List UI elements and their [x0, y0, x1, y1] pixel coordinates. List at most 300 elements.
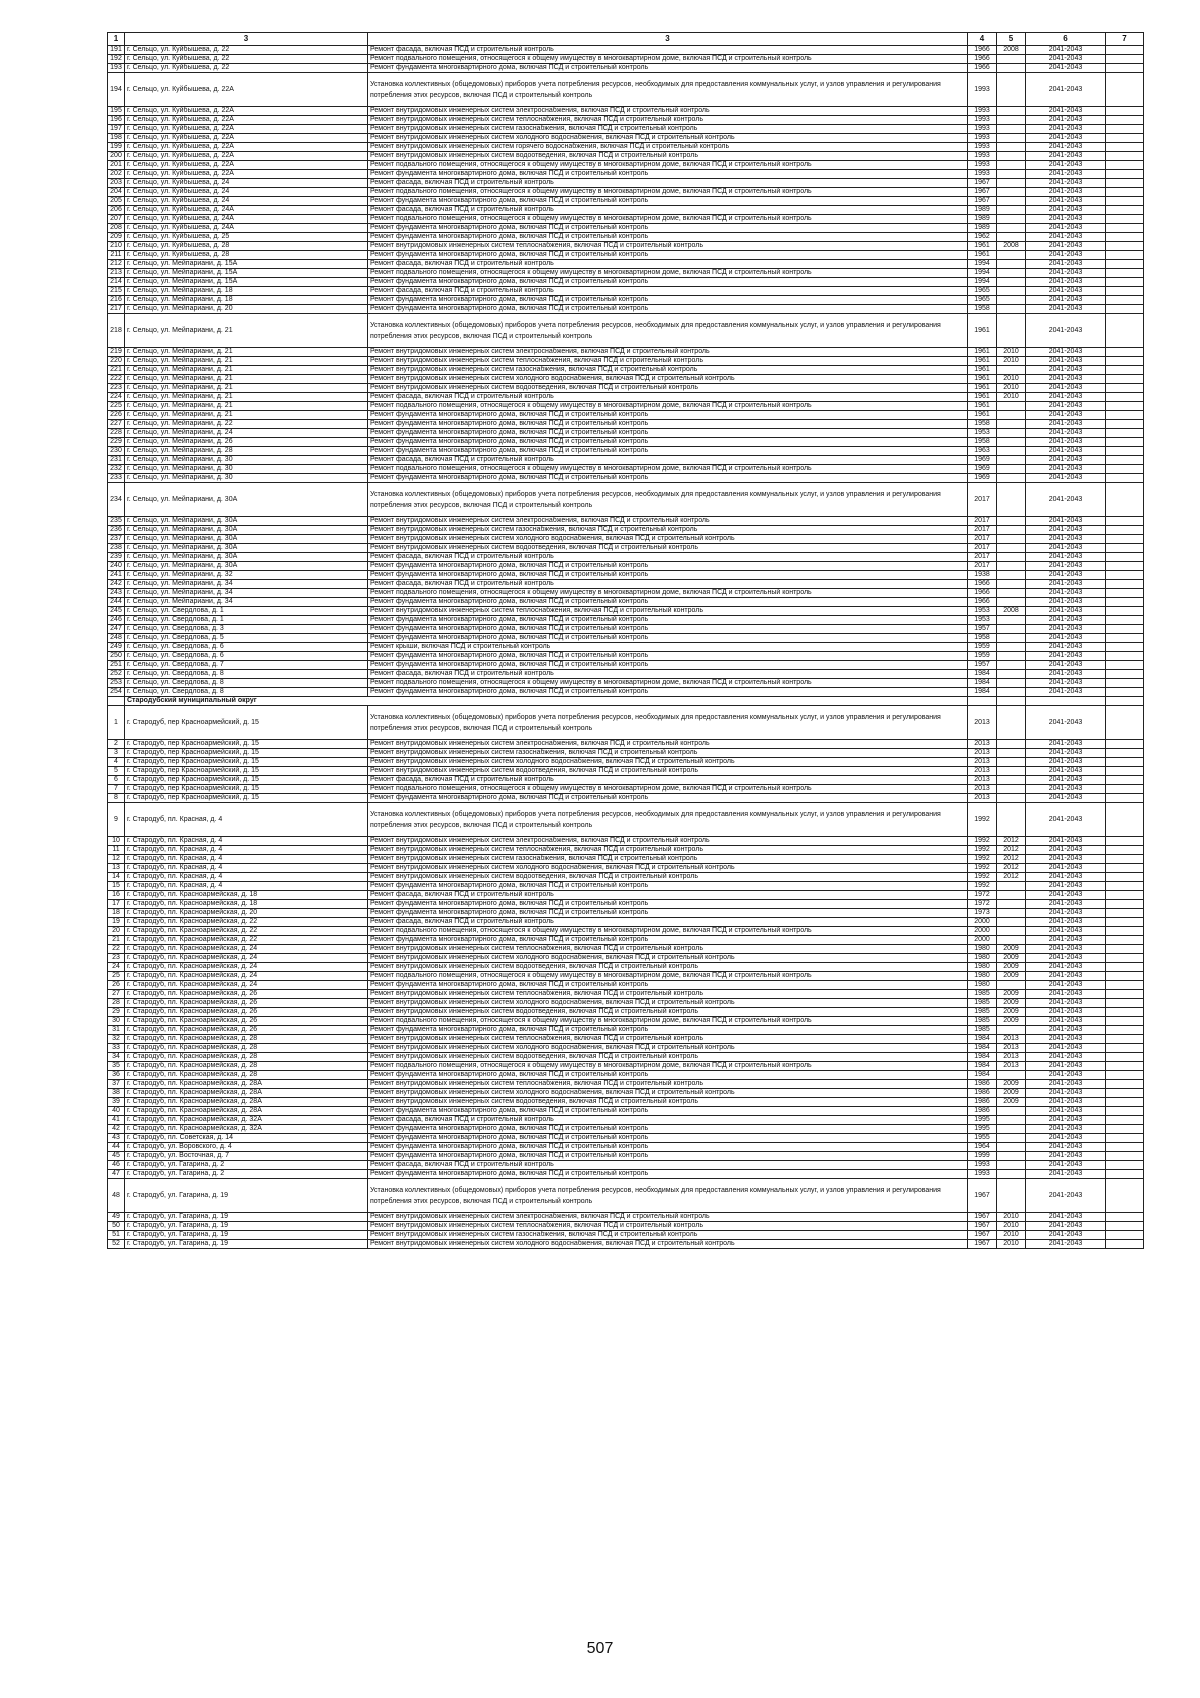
work-type-cell: Ремонт фундамента многоквартирного дома, включая ПСД и строительный контроль	[368, 1152, 968, 1161]
table-row	[108, 1044, 1144, 1053]
address-cell: г. Стародуб, пл. Красноармейская, д. 22	[125, 936, 368, 945]
header-cell: 3	[368, 33, 968, 46]
planned-period-cell: 2041-2043	[1026, 855, 1106, 864]
row-number: 243	[108, 589, 125, 598]
work-type-cell: Ремонт подвального помещения, относящегося к общему имуществу в многоквартирном доме, включая ПСД и строительный контроль	[368, 589, 968, 598]
empty-cell	[1106, 785, 1144, 794]
work-type-cell: Установка коллективных (общедомовых) приборов учета потребления ресурсов, необходимых для предоставления коммунальных услуг, и узлов управления и регулирования потребления этих ресурсов, включая ПСД и строительный контроль	[368, 73, 968, 107]
address-cell: г. Стародуб, пл. Красноармейская, д. 24	[125, 972, 368, 981]
year-built-cell: 2017	[968, 535, 997, 544]
empty-cell	[1106, 420, 1144, 429]
work-type-cell: Ремонт подвального помещения, относящегося к общему имуществу в многоквартирном доме, включая ПСД и строительный контроль	[368, 1062, 968, 1071]
empty-cell	[1106, 1134, 1144, 1143]
table-row	[108, 64, 1144, 73]
work-type-cell: Ремонт внутридомовых инженерных систем холодного водоснабжения, включая ПСД и строительный контроль	[368, 535, 968, 544]
planned-period-cell: 2041-2043	[1026, 758, 1106, 767]
row-number: 37	[108, 1080, 125, 1089]
table-row	[108, 936, 1144, 945]
table-row	[108, 384, 1144, 393]
address-cell: г. Сельцо, ул. Мейпариани, д. 18	[125, 287, 368, 296]
last-repair-year-cell	[997, 170, 1026, 179]
address-cell: г. Стародуб, пер Красноармейский, д. 15	[125, 794, 368, 803]
work-type-cell: Ремонт фундамента многоквартирного дома, включая ПСД и строительный контроль	[368, 571, 968, 580]
table-row	[108, 483, 1144, 517]
table-row	[108, 1161, 1144, 1170]
planned-period-cell: 2041-2043	[1026, 224, 1106, 233]
year-built-cell: 1992	[968, 873, 997, 882]
empty-cell	[1106, 188, 1144, 197]
last-repair-year-cell: 2008	[997, 607, 1026, 616]
address-cell: г. Сельцо, ул. Куйбышева, д. 22А	[125, 134, 368, 143]
planned-period-cell: 2041-2043	[1026, 891, 1106, 900]
year-built-cell: 1993	[968, 107, 997, 116]
address-cell: г. Сельцо, ул. Мейпариани, д. 30А	[125, 483, 368, 517]
last-repair-year-cell: 2009	[997, 1089, 1026, 1098]
work-type-cell: Ремонт фундамента многоквартирного дома, включая ПСД и строительный контроль	[368, 1026, 968, 1035]
year-built-cell: 1989	[968, 224, 997, 233]
work-type-cell: Ремонт фундамента многоквартирного дома, включая ПСД и строительный контроль	[368, 882, 968, 891]
work-type-cell: Ремонт внутридомовых инженерных систем теплоснабжения, включая ПСД и строительный контроль	[368, 1080, 968, 1089]
work-type-cell: Ремонт внутридомовых инженерных систем электроснабжения, включая ПСД и строительный контроль	[368, 740, 968, 749]
planned-period-cell: 2041-2043	[1026, 589, 1106, 598]
work-type-cell: Ремонт фундамента многоквартирного дома, включая ПСД и строительный контроль	[368, 794, 968, 803]
empty-cell	[1106, 918, 1144, 927]
header-row	[108, 33, 1144, 46]
year-built-cell: 1953	[968, 616, 997, 625]
year-built-cell: 1992	[968, 803, 997, 837]
year-built-cell: 1984	[968, 1071, 997, 1080]
year-built-cell: 1984	[968, 688, 997, 697]
year-built-cell: 1969	[968, 456, 997, 465]
empty-cell	[1106, 456, 1144, 465]
year-built-cell: 2017	[968, 562, 997, 571]
last-repair-year-cell	[997, 1107, 1026, 1116]
table-body	[108, 33, 1144, 1249]
year-built-cell: 1995	[968, 1125, 997, 1134]
last-repair-year-cell	[997, 803, 1026, 837]
work-type-cell: Ремонт подвального помещения, относящегося к общему имуществу в многоквартирном доме, включая ПСД и строительный контроль	[368, 161, 968, 170]
work-type-cell: Ремонт фундамента многоквартирного дома, включая ПСД и строительный контроль	[368, 616, 968, 625]
last-repair-year-cell	[997, 134, 1026, 143]
year-built-cell: 1967	[968, 197, 997, 206]
year-built-cell: 1966	[968, 64, 997, 73]
table-row	[108, 134, 1144, 143]
address-cell: г. Сельцо, ул. Мейпариани, д. 18	[125, 296, 368, 305]
planned-period-cell: 2041-2043	[1026, 776, 1106, 785]
year-built-cell: 1980	[968, 963, 997, 972]
year-built-cell: 1969	[968, 474, 997, 483]
year-built-cell: 1993	[968, 143, 997, 152]
planned-period-cell: 2041-2043	[1026, 402, 1106, 411]
row-number: 15	[108, 882, 125, 891]
empty-cell	[1106, 215, 1144, 224]
address-cell: г. Стародуб, ул. Гагарина, д. 2	[125, 1170, 368, 1179]
row-number: 9	[108, 803, 125, 837]
last-repair-year-cell	[997, 296, 1026, 305]
address-cell: г. Сельцо, ул. Мейпариани, д. 21	[125, 366, 368, 375]
year-built-cell: 1967	[968, 188, 997, 197]
planned-period-cell: 2041-2043	[1026, 625, 1106, 634]
work-type-cell: Ремонт внутридомовых инженерных систем холодного водоснабжения, включая ПСД и строительный контроль	[368, 1240, 968, 1249]
table-row	[108, 73, 1144, 107]
capital-repair-table	[107, 32, 1144, 1249]
empty-cell	[1106, 402, 1144, 411]
address-cell: г. Сельцо, ул. Мейпариани, д. 21	[125, 393, 368, 402]
table-row	[108, 152, 1144, 161]
last-repair-year-cell	[997, 1071, 1026, 1080]
planned-period-cell: 2041-2043	[1026, 305, 1106, 314]
work-type-cell: Ремонт фасада, включая ПСД и строительный контроль	[368, 891, 968, 900]
row-number: 18	[108, 909, 125, 918]
year-built-cell: 1989	[968, 206, 997, 215]
planned-period-cell: 2041-2043	[1026, 134, 1106, 143]
address-cell: г. Сельцо, ул. Мейпариани, д. 21	[125, 314, 368, 348]
work-type-cell: Ремонт фундамента многоквартирного дома, включая ПСД и строительный контроль	[368, 936, 968, 945]
work-type-cell: Ремонт подвального помещения, относящегося к общему имуществу в многоквартирном доме, включая ПСД и строительный контроль	[368, 1017, 968, 1026]
last-repair-year-cell	[997, 224, 1026, 233]
address-cell: г. Стародуб, пл. Красноармейская, д. 28	[125, 1044, 368, 1053]
last-repair-year-cell: 2008	[997, 242, 1026, 251]
row-number: 239	[108, 553, 125, 562]
work-type-cell: Ремонт фундамента многоквартирного дома, включая ПСД и строительный контроль	[368, 420, 968, 429]
year-built-cell: 1992	[968, 864, 997, 873]
table-row	[108, 1116, 1144, 1125]
last-repair-year-cell	[997, 179, 1026, 188]
work-type-cell: Ремонт фундамента многоквартирного дома, включая ПСД и строительный контроль	[368, 411, 968, 420]
table-row	[108, 242, 1144, 251]
year-built-cell: 1961	[968, 357, 997, 366]
row-number: 199	[108, 143, 125, 152]
empty-cell	[1106, 242, 1144, 251]
address-cell: г. Стародуб, пл. Красноармейская, д. 28А	[125, 1107, 368, 1116]
work-type-cell: Ремонт внутридомовых инженерных систем газоснабжения, включая ПСД и строительный контроль	[368, 366, 968, 375]
row-number: 233	[108, 474, 125, 483]
table-row	[108, 882, 1144, 891]
work-type-cell: Ремонт фасада, включая ПСД и строительный контроль	[368, 776, 968, 785]
empty-cell	[1106, 1044, 1144, 1053]
planned-period-cell: 2041-2043	[1026, 652, 1106, 661]
empty-cell	[1106, 1008, 1144, 1017]
row-number: 208	[108, 224, 125, 233]
planned-period-cell: 2041-2043	[1026, 553, 1106, 562]
planned-period-cell: 2041-2043	[1026, 740, 1106, 749]
table-row	[108, 580, 1144, 589]
work-type-cell: Ремонт фундамента многоквартирного дома, включая ПСД и строительный контроль	[368, 251, 968, 260]
year-built-cell: 1963	[968, 447, 997, 456]
address-cell: г. Сельцо, ул. Куйбышева, д. 22	[125, 46, 368, 55]
table-row	[108, 616, 1144, 625]
work-type-cell: Ремонт фасада, включая ПСД и строительный контроль	[368, 580, 968, 589]
planned-period-cell: 2041-2043	[1026, 242, 1106, 251]
empty-cell	[1106, 1116, 1144, 1125]
row-number: 211	[108, 251, 125, 260]
year-built-cell: 1958	[968, 634, 997, 643]
address-cell: г. Стародуб, пл. Красноармейская, д. 26	[125, 1026, 368, 1035]
year-built-cell: 1955	[968, 1134, 997, 1143]
table-row	[108, 233, 1144, 242]
row-number: 34	[108, 1053, 125, 1062]
planned-period-cell: 2041-2043	[1026, 1017, 1106, 1026]
year-built-cell: 2013	[968, 785, 997, 794]
year-built-cell: 1993	[968, 73, 997, 107]
planned-period-cell: 2041-2043	[1026, 1071, 1106, 1080]
empty-cell	[1106, 661, 1144, 670]
table-row	[108, 1053, 1144, 1062]
empty-cell	[1106, 936, 1144, 945]
empty-cell	[1106, 46, 1144, 55]
table-row	[108, 411, 1144, 420]
empty-cell	[1106, 179, 1144, 188]
planned-period-cell: 2041-2043	[1026, 1134, 1106, 1143]
table-row	[108, 429, 1144, 438]
empty-cell	[1106, 224, 1144, 233]
empty-cell	[1106, 535, 1144, 544]
planned-period-cell: 2041-2043	[1026, 1240, 1106, 1249]
empty-cell	[1106, 375, 1144, 384]
work-type-cell: Ремонт фундамента многоквартирного дома, включая ПСД и строительный контроль	[368, 474, 968, 483]
planned-period-cell: 2041-2043	[1026, 1035, 1106, 1044]
planned-period-cell: 2041-2043	[1026, 1107, 1106, 1116]
year-built-cell: 1984	[968, 1062, 997, 1071]
table-row	[108, 1213, 1144, 1222]
planned-period-cell: 2041-2043	[1026, 357, 1106, 366]
last-repair-year-cell	[997, 143, 1026, 152]
year-built-cell: 1992	[968, 837, 997, 846]
row-number: 192	[108, 55, 125, 64]
planned-period-cell: 2041-2043	[1026, 1143, 1106, 1152]
row-number: 27	[108, 990, 125, 999]
last-repair-year-cell	[997, 900, 1026, 909]
address-cell: г. Сельцо, ул. Куйбышева, д. 24А	[125, 206, 368, 215]
row-number: 216	[108, 296, 125, 305]
last-repair-year-cell	[997, 1125, 1026, 1134]
address-cell: г. Стародуб, пл. Красноармейская, д. 26	[125, 990, 368, 999]
empty-cell	[1106, 1170, 1144, 1179]
last-repair-year-cell	[997, 580, 1026, 589]
table-row	[108, 688, 1144, 697]
table-row	[108, 456, 1144, 465]
empty-cell	[1106, 55, 1144, 64]
work-type-cell: Ремонт внутридомовых инженерных систем теплоснабжения, включая ПСД и строительный контроль	[368, 945, 968, 954]
last-repair-year-cell: 2009	[997, 999, 1026, 1008]
last-repair-year-cell	[997, 535, 1026, 544]
work-type-cell: Ремонт фундамента многоквартирного дома, включая ПСД и строительный контроль	[368, 197, 968, 206]
year-built-cell: 1999	[968, 1152, 997, 1161]
table-row	[108, 420, 1144, 429]
address-cell: г. Сельцо, ул. Куйбышева, д. 22А	[125, 107, 368, 116]
table-row	[108, 607, 1144, 616]
last-repair-year-cell	[997, 188, 1026, 197]
last-repair-year-cell: 2010	[997, 1231, 1026, 1240]
year-built-cell: 2017	[968, 526, 997, 535]
header-cell: 4	[968, 33, 997, 46]
year-built-cell: 1965	[968, 296, 997, 305]
last-repair-year-cell: 2009	[997, 990, 1026, 999]
last-repair-year-cell: 2010	[997, 384, 1026, 393]
address-cell: г. Сельцо, ул. Свердлова, д. 6	[125, 643, 368, 652]
last-repair-year-cell	[997, 758, 1026, 767]
empty-cell	[1106, 625, 1144, 634]
table-row	[108, 544, 1144, 553]
table-row	[108, 1134, 1144, 1143]
address-cell: г. Сельцо, ул. Мейпариани, д. 20	[125, 305, 368, 314]
address-cell: г. Сельцо, ул. Мейпариани, д. 21	[125, 411, 368, 420]
address-cell: г. Стародуб, ул. Гагарина, д. 19	[125, 1213, 368, 1222]
row-number: 35	[108, 1062, 125, 1071]
table-row	[108, 634, 1144, 643]
planned-period-cell: 2041-2043	[1026, 882, 1106, 891]
work-type-cell: Ремонт фундамента многоквартирного дома, включая ПСД и строительный контроль	[368, 1125, 968, 1134]
last-repair-year-cell	[997, 64, 1026, 73]
planned-period-cell: 2041-2043	[1026, 607, 1106, 616]
table-row	[108, 1071, 1144, 1080]
table-row	[108, 562, 1144, 571]
work-type-cell: Ремонт фасада, включая ПСД и строительный контроль	[368, 393, 968, 402]
year-built-cell: 1962	[968, 233, 997, 242]
work-type-cell: Ремонт подвального помещения, относящегося к общему имуществу в многоквартирном доме, включая ПСД и строительный контроль	[368, 188, 968, 197]
year-built-cell: 1967	[968, 1231, 997, 1240]
row-number: 19	[108, 918, 125, 927]
planned-period-cell: 2041-2043	[1026, 544, 1106, 553]
work-type-cell: Ремонт фундамента многоквартирного дома, включая ПСД и строительный контроль	[368, 429, 968, 438]
planned-period-cell: 2041-2043	[1026, 233, 1106, 242]
planned-period-cell: 2041-2043	[1026, 251, 1106, 260]
work-type-cell: Ремонт подвального помещения, относящегося к общему имуществу в многоквартирном доме, включая ПСД и строительный контроль	[368, 55, 968, 64]
empty-cell	[1106, 999, 1144, 1008]
planned-period-cell: 2041-2043	[1026, 296, 1106, 305]
table-row	[108, 1008, 1144, 1017]
row-number: 234	[108, 483, 125, 517]
work-type-cell: Ремонт фундамента многоквартирного дома, включая ПСД и строительный контроль	[368, 562, 968, 571]
row-number: 217	[108, 305, 125, 314]
year-built-cell: 1972	[968, 900, 997, 909]
empty-cell	[1106, 598, 1144, 607]
row-number: 33	[108, 1044, 125, 1053]
last-repair-year-cell	[997, 589, 1026, 598]
empty-cell	[1106, 1179, 1144, 1213]
empty-cell	[1106, 1222, 1144, 1231]
empty-cell	[1106, 447, 1144, 456]
row-number: 242	[108, 580, 125, 589]
row-number: 194	[108, 73, 125, 107]
row-number: 51	[108, 1231, 125, 1240]
planned-period-cell: 2041-2043	[1026, 197, 1106, 206]
last-repair-year-cell	[997, 936, 1026, 945]
row-number: 231	[108, 456, 125, 465]
address-cell: г. Сельцо, ул. Мейпариани, д. 28	[125, 447, 368, 456]
table-row	[108, 803, 1144, 837]
year-built-cell: 1961	[968, 411, 997, 420]
last-repair-year-cell	[997, 73, 1026, 107]
empty-cell	[1106, 643, 1144, 652]
empty-cell	[1106, 134, 1144, 143]
year-built-cell: 2013	[968, 749, 997, 758]
last-repair-year-cell: 2010	[997, 357, 1026, 366]
empty-cell	[1106, 1053, 1144, 1062]
empty-cell	[1106, 260, 1144, 269]
last-repair-year-cell: 2009	[997, 1017, 1026, 1026]
row-number: 204	[108, 188, 125, 197]
header-cell: 5	[997, 33, 1026, 46]
planned-period-cell: 2041-2043	[1026, 634, 1106, 643]
address-cell: г. Сельцо, ул. Куйбышева, д. 22	[125, 55, 368, 64]
year-built-cell: 1953	[968, 429, 997, 438]
row-number: 251	[108, 661, 125, 670]
work-type-cell: Ремонт фасада, включая ПСД и строительный контроль	[368, 287, 968, 296]
year-built-cell: 1992	[968, 846, 997, 855]
year-built-cell: 1961	[968, 402, 997, 411]
empty-cell	[1106, 116, 1144, 125]
work-type-cell: Ремонт фундамента многоквартирного дома, включая ПСД и строительный контроль	[368, 652, 968, 661]
last-repair-year-cell	[997, 1143, 1026, 1152]
empty-cell	[1106, 688, 1144, 697]
empty-cell	[1106, 990, 1144, 999]
table-row	[108, 740, 1144, 749]
last-repair-year-cell: 2013	[997, 1053, 1026, 1062]
header-cell: 6	[1026, 33, 1106, 46]
address-cell: г. Сельцо, ул. Куйбышева, д. 22А	[125, 73, 368, 107]
empty-cell	[1106, 697, 1144, 706]
work-type-cell: Ремонт внутридомовых инженерных систем теплоснабжения, включая ПСД и строительный контроль	[368, 242, 968, 251]
empty-cell	[1106, 1071, 1144, 1080]
address-cell: г. Сельцо, ул. Мейпариани, д. 21	[125, 375, 368, 384]
table-row	[108, 143, 1144, 152]
empty-cell	[1106, 1152, 1144, 1161]
planned-period-cell: 2041-2043	[1026, 1053, 1106, 1062]
work-type-cell: Ремонт внутридомовых инженерных систем газоснабжения, включая ПСД и строительный контроль	[368, 749, 968, 758]
last-repair-year-cell	[997, 679, 1026, 688]
last-repair-year-cell	[997, 749, 1026, 758]
year-built-cell: 1993	[968, 161, 997, 170]
empty-cell	[1106, 1231, 1144, 1240]
last-repair-year-cell	[997, 125, 1026, 134]
row-number: 244	[108, 598, 125, 607]
empty-cell	[1106, 855, 1144, 864]
planned-period-cell: 2041-2043	[1026, 580, 1106, 589]
planned-period-cell: 2041-2043	[1026, 837, 1106, 846]
planned-period-cell: 2041-2043	[1026, 616, 1106, 625]
address-cell: г. Стародуб, пл. Красная, д. 4	[125, 803, 368, 837]
planned-period-cell: 2041-2043	[1026, 1080, 1106, 1089]
planned-period-cell: 2041-2043	[1026, 900, 1106, 909]
table-row	[108, 366, 1144, 375]
work-type-cell: Ремонт фундамента многоквартирного дома, включая ПСД и строительный контроль	[368, 634, 968, 643]
row-number: 249	[108, 643, 125, 652]
work-type-cell: Ремонт подвального помещения, относящегося к общему имуществу в многоквартирном доме, включая ПСД и строительный контроль	[368, 215, 968, 224]
work-type-cell: Ремонт внутридомовых инженерных систем горячего водоснабжения, включая ПСД и строительный контроль	[368, 143, 968, 152]
table-row	[108, 314, 1144, 348]
empty-cell	[1106, 384, 1144, 393]
row-number: 6	[108, 776, 125, 785]
year-built-cell: 1953	[968, 607, 997, 616]
row-number: 245	[108, 607, 125, 616]
last-repair-year-cell	[997, 740, 1026, 749]
empty-cell	[1106, 278, 1144, 287]
planned-period-cell: 2041-2043	[1026, 55, 1106, 64]
row-number: 23	[108, 954, 125, 963]
address-cell: г. Сельцо, ул. Куйбышева, д. 22А	[125, 143, 368, 152]
last-repair-year-cell: 2010	[997, 1222, 1026, 1231]
table-row	[108, 357, 1144, 366]
table-row	[108, 269, 1144, 278]
table-row	[108, 107, 1144, 116]
work-type-cell: Ремонт подвального помещения, относящегося к общему имуществу в многоквартирном доме, включая ПСД и строительный контроль	[368, 785, 968, 794]
row-number: 2	[108, 740, 125, 749]
empty-cell	[1106, 882, 1144, 891]
planned-period-cell: 2041-2043	[1026, 1170, 1106, 1179]
table-row	[108, 161, 1144, 170]
table-row	[108, 1152, 1144, 1161]
